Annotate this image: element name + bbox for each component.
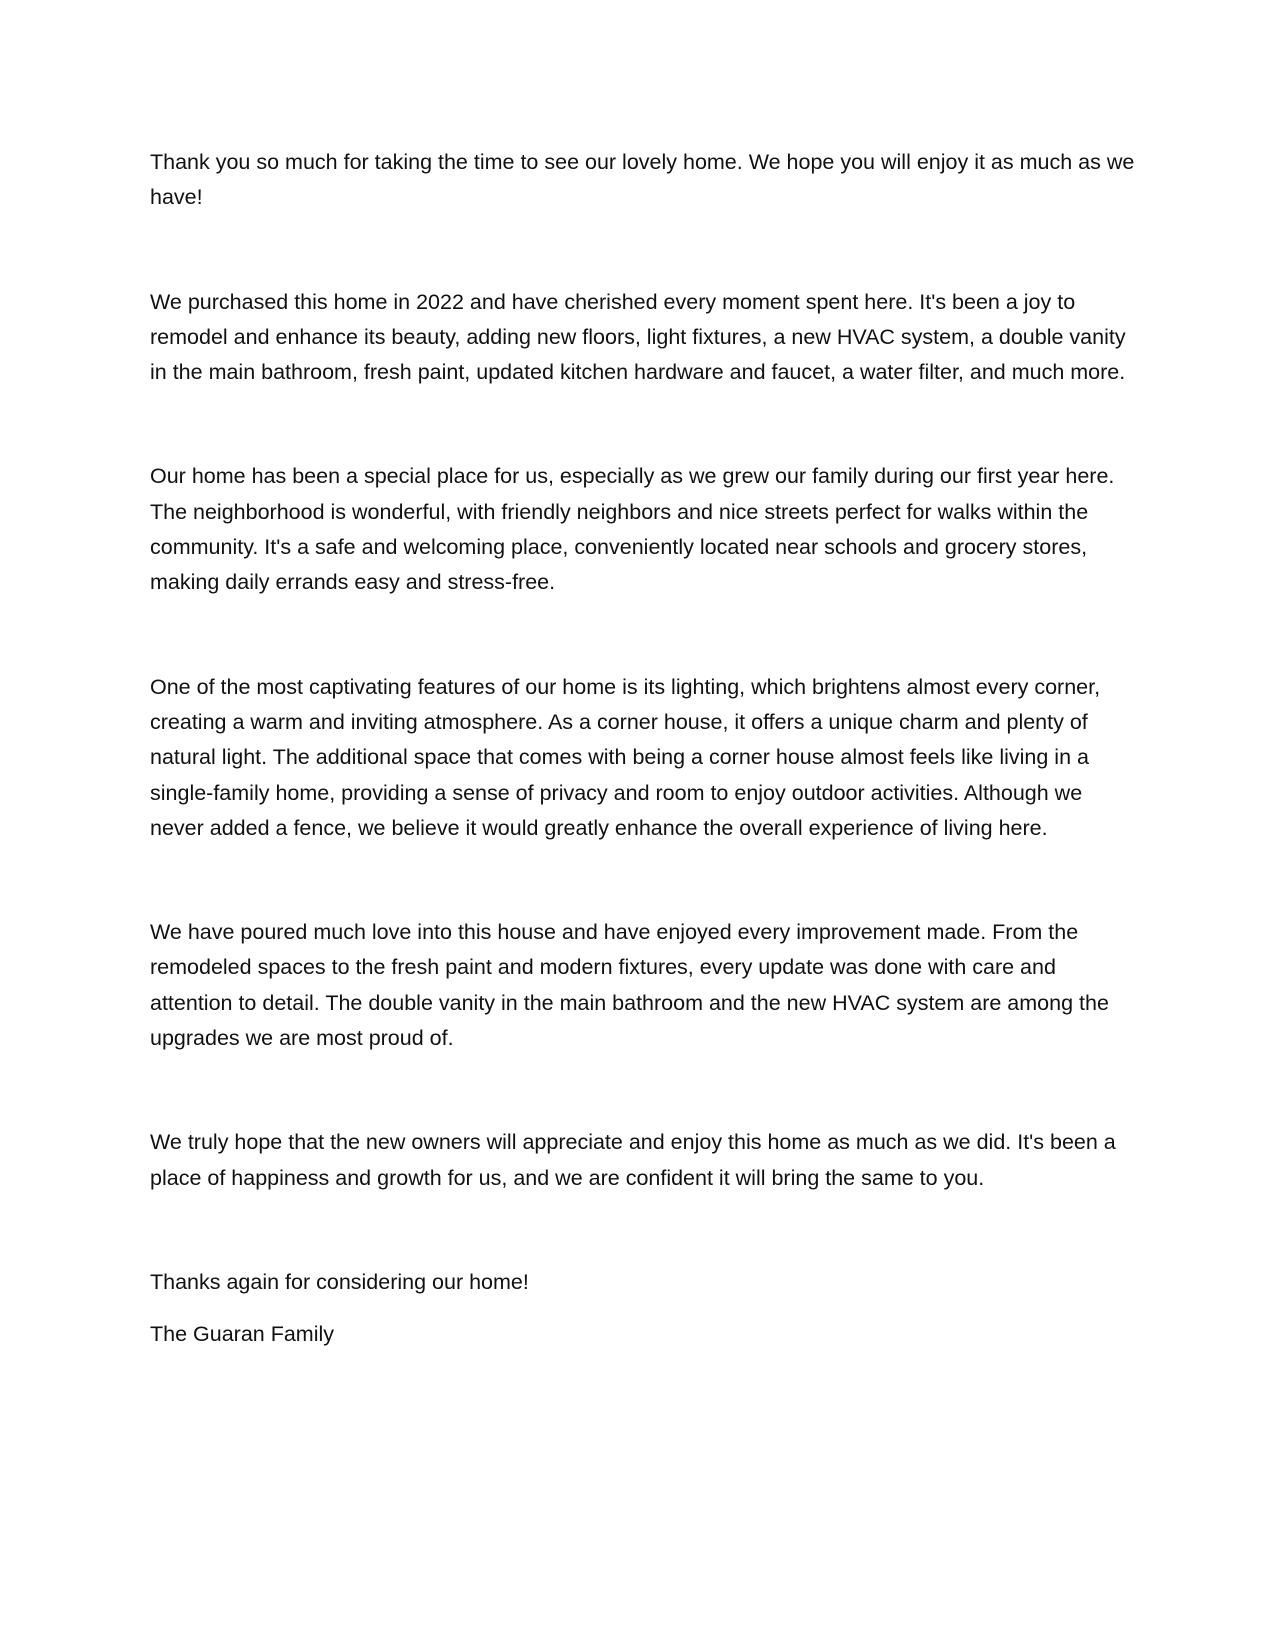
letter-body [150,145,1135,1353]
paragraph-purchase-history: We purchased this home in 2022 and have cherished every moment spent here. It's been a joy to remodel and enhance its beauty, adding new floors, light fixtures, a new HVAC system, a double vanity in the main bathroom, fresh paint, updated kitchen hardware and faucet, a water filter, and much more. [150,289,1126,385]
paragraph-improvements: We have poured much love into this house and have enjoyed every improvement made. From the remodeled spaces to the fresh paint and modern fixtures, every update was done with care and attention to detail. The double vanity in the main bathroom and the new HVAC system are among the upgrades we are most proud of. [150,920,1109,1051]
paragraph-lighting-features: One of the most captivating features of our home is its lighting, which brightens almost every corner, creating a warm and inviting atmosphere. As a corner house, it offers a unique charm and plenty of natural light. The additional space that comes with being a corner house almost feels like living in a single-family home, providing a sense of privacy and room to enjoy outdoor activities. Although we never added a fence, we believe it would greatly enhance the overall experience of living here. [150,674,1101,840]
closing-line: Thanks again for considering our home! [150,1269,529,1294]
paragraph-new-owners: We truly hope that the new owners will appreciate and enjoy this home as much as we did. It's been a place of happiness and growth for us, and we are confident it will bring the same to you. [150,1130,1116,1190]
signature: The Guaran Family [150,1322,335,1347]
paragraph-thank-you: Thank you so much for taking the time to see our lovely home. We hope you will enjoy it as much as we have! [150,150,1135,210]
paragraph-neighborhood: Our home has been a special place for us, especially as we grew our family during our first year here. The neighborhood is wonderful, with friendly neighbors and nice streets perfect for walks within the community. It's a safe and welcoming place, conveniently located near schools and grocery stores, making daily errands easy and stress-free. [150,464,1115,595]
